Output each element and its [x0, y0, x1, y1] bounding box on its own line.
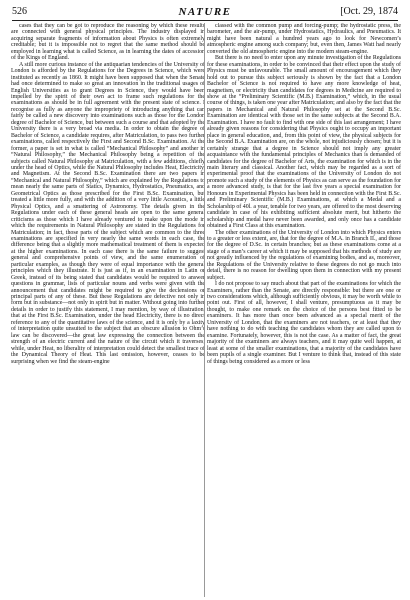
- page-header: [12, 4, 398, 21]
- journal-title: NATURE: [178, 6, 232, 18]
- paragraph: But there is no need to enter upon any minute investigation of the Regulations for these examinations, in order to be convinced that their effect upon the study of Physics must be unfavourable. The small amount of encouragement which they hold out to pursue this subject seriously is shown by the fact that a London Bachelor of Science is not required to have any more knowledge of heat, magnetism, or electricity than candidates for degrees in Medicine are required to show at the “Preliminary Scientific (M.B.) Examination,” which, in the usual course of things, is taken one year after Matriculation; and also by the fact that the papers in Mechanical and Natural Philosophy set at the Second B.Sc. Examination are identical with those set in the same subjects at the Second B.A. Examination. I have no fault to find with one side of this last arrangement; I have already given reasons for considering that Physics ought to occupy an important place in general education, and, from this point of view, the physical subjects for the Second B.A. Examination are, on the whole, not injudiciously chosen; but it is certainly strange that a degree in Science should not imply any greater acquaintance with the fundamental principles of Mechanics than is demanded of candidates for the degree of Bachelor of Arts, the examination for which is in the main literary and classical. Another fact, which may be regarded as a sort of experimental proof that the examinations of the University of London do not promote such a study of the elements of Physics as can serve as the foundation for a more advanced study, is that for the last five years a special examination for Honours in Experimental Physics has been held in connection with the First B.Sc. and Preliminary Scientific (M.B.) Examinations, at which a Medal and a Scholarship of 40l. a year, tenable for two years, are offered to the most deserving candidate in case of his exhibiting sufficient absolute merit, but hitherto the scholarship and medal have never been awarded, and only once has a candidate obtained a First Class at this examination.: [207, 55, 401, 230]
- paragraph: The other examinations of the University of London into which Physics enters to a greater or less extent, are, that for the degree of M.A. in Branch II., and those for the degree of D.Sc. in certain branches; but as these examinations come at a stage of a man’s career at which it may be supposed that his methods of study are not greatly influenced by the regulations of examining bodies, and as, moreover, the Regulations of the University relative to these degrees do not go much into detail, there is no reason for dwelling upon them in connection with my present subject.: [207, 229, 401, 281]
- right-column: [207, 23, 401, 597]
- paragraph: cases that they can be got to reproduce the reasoning by which these results are connected with general physical principles. The industry displayed in acquiring separate fragments of information about Physics is often extremely creditable; but it is impossible not to regret that the same method should be employed in learning what is called Science, as in learning the dates of accession of the Kings of England.: [11, 23, 205, 62]
- column-divider: [204, 23, 205, 597]
- page-number: 526: [12, 6, 27, 17]
- paragraph: A still more curious instance of the antiquarian tendencies of the University of London is afforded by the Regulations for the Degrees in Science, which were instituted as recently as 1860. It might have been supposed that when the Senate had once determined to make so great an innovation in the traditional usages of English Universities as to grant Degrees in Science, they would have been impelled by the spirit of their own act to frame such regulations for the examinations as should be in full agreement with the present state of science. I recognise as fully as anyone the impropriety of introducing anything that can fairly be called a new discovery into examinations such as those for the London degree of Bachelor of Science, but between such a course and that adopted by the University there is a very broad via media. In order to obtain the degree of Bachelor of Science, a candidate requires, after Matriculation, to pass two further examinations, called respectively the First and Second B.Sc. Examination. At the former, a paper is set in what is called “Mechanical Philosophy” and another in “Natural Philosophy,” the Mechanical Philosophy being a repetition of the subjects called Natural Philosophy at Matriculation, with a few additions, chiefly under the head of Optics, while the Natural Philosophy includes Heat, Electricity, and Magnetism. At the Second B.Sc. Examination there are two papers in “Mechanical and Natural Philosophy,” which are explained by the Regulations to mean nearly the same parts of Statics, Dynamics, Hydrostatics, Pneumatics, and Geometrical Optics as those prescribed for the First B.Sc. Examination, but treated a little more fully, and with the addition of a very little Acoustics, a little Physical Optics, and a smattering of Astronomy. The details given in the Regulations under each of these general heads are open to the same general criticisms as those which I have already ventured to make upon the mode in which the requirements in Natural Philosophy are stated in the Regulations for Matriculation; in fact, those parts of the subject which are common to the three examinations are specified in very nearly the same words in each case, the difference being that a slightly more mathematical treatment of them is expected at the higher examinations. In each case there is the same failure to suggest general and comprehensive points of view, and the same enumeration of particular examples, as though they were of equal importance with the general principles which they illustrate. It is just as if, in an examination in Latin or Greek, instead of its being stated that candidates would be required to answer questions in grammar, lists of particular nouns and verbs were given with the announcement that candidates might be required to give the declensions or principal parts of any of these. But these Regulations are defective not only in form but in substance—not only in spirit but in matter. Without going into further details in order to justify this statement, I may mention, by way of illustration, that at the First B.Sc. Examination, under the head Electricity, there is no direct reference to any of the quantitative laws of the science, and it is only by a laxity of interpretation quite unsuited to the subject that an obscure allusion to Ohm’s law can be discovered—the great law expressing the connection between the strength of an electric current and the nature of the circuit which it traverses; while, under Heat, no liberality of interpretation could detect the smallest trace of the Dynamical Theory of Heat. This last omission, however, ceases to be surprising when we find the steam-engine: [11, 61, 205, 365]
- paragraph: classed with the common pump and forcing-pump; the hydrostatic press, the barometer, and the air-pump, under Hydrostatics, Hydraulics, and Pneumatics. It might have been natural a hundred years ago to look for Newcomen’s atmospheric engine among such company; but, even then, James Watt had nearly converted the old atmospheric engine into the modern steam-engine.: [207, 23, 401, 55]
- left-column: [11, 23, 205, 597]
- issue-date: [Oct. 29, 1874: [340, 6, 398, 17]
- paragraph: I do not propose to say much about that part of the examinations for which the Examiners, rather than the Senate, are directly responsible: but there are one or two considerations which, although sufficiently obvious, it may be worth while to point out. First of all, however, I shall venture, presumptuous as it may be thought, to make one remark on the choice of the persons best fitted to be examiners. It has more than once been advanced as a special merit of the University of London, that the examiners are not teachers, or at least that they have nothing to do with teaching the candidates whom they are called upon to examine. Fortunately, however, this is not the case. As a matter of fact, the great majority of the examiners are always teachers, and it may quite well happen, at least at some of the smaller examinations, that a majority of the candidates have been pupils of a single examiner. But I venture to think that, instead of this state of things being considered as a more or less: [207, 281, 401, 365]
